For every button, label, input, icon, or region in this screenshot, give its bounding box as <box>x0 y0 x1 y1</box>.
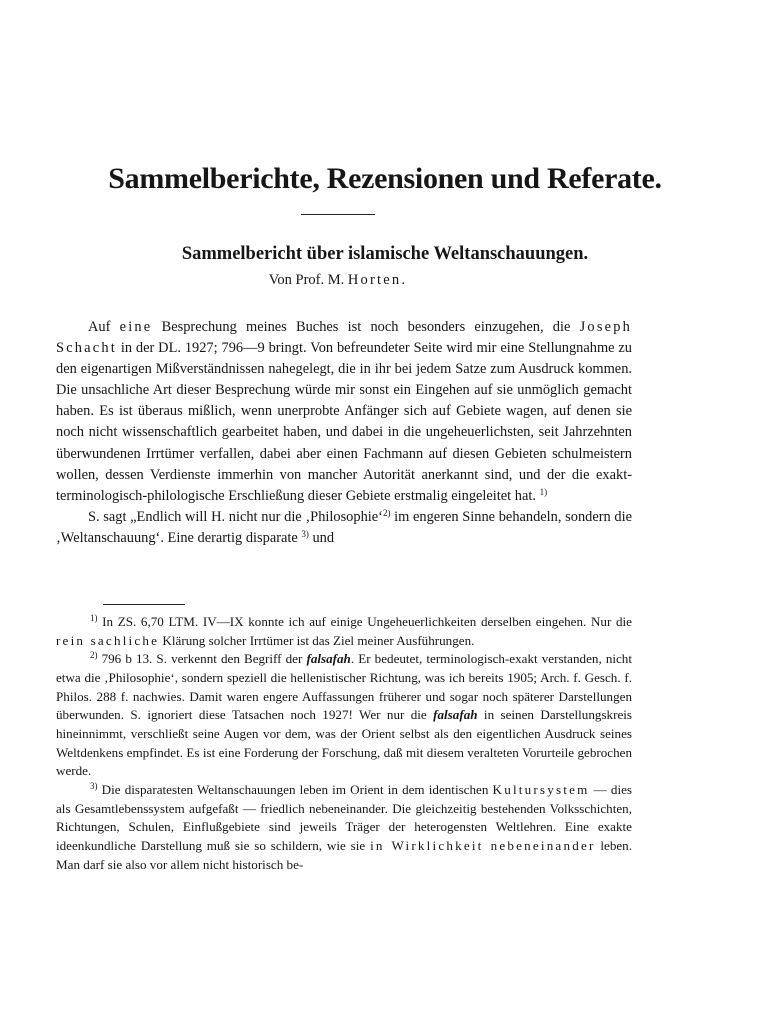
p2-text-b: im engeren Sinne behandeln, sondern die ‚Weltanschauung‘. Eine derartig disparate <box>56 508 633 546</box>
paragraph-1 <box>56 317 632 507</box>
fn2-text-e: in seinen Darstellungskreis hineinnimmt, verschließt seine Augen vor dem, was der Orient selbst als den eigentlichen Ausdruck seines Weltdenkens empfindet. Es ist eine Forderung der Forschung, daß mit diesem veralteten Vorurteile gebrochen werde. <box>56 707 632 779</box>
footnote-ref-2: 2) <box>382 507 391 518</box>
footnote-1-mark: 1) <box>90 613 98 623</box>
p1-text-e: in der DL. 1927; 796—9 bringt. Von befreundeter Seite wird mir eine Stellungnahme zu den eigenartigen Mißverständnissen nahegelegt, die in ihr bei jedem Satze zum Ausdruck kommen. Die unsachliche Art dieser Besprechung würde mir sonst ein Eingehen auf sie unmöglich gemacht haben. Es ist überaus mißlich, wenn unerprobte Anfänger sich auf Gebiete wagen, auf denen sie noch nicht wissenschaftlich gearbeitet haben, und dabei in die ungeheuerlichsten, seit Jahrzehnten überwundenen Irrtümer verfallen, dabei aber einen Fachmann auf diesen Gebieten schulmeistern wollen, dessen Verdienste immerhin von mancher Autorität anerkannt sind, und der die exakt-terminologisch-philologische Erschließung dieser Gebiete erstmalig eingeleitet hat. <box>56 340 632 504</box>
p1-text-a: Auf <box>88 319 120 335</box>
footnote-1 <box>56 613 632 650</box>
title-divider <box>301 214 375 215</box>
fn3-spaced-kultursystem: Kultursystem <box>492 781 590 797</box>
fn1-text-c: Klärung solcher Irrtümer ist das Ziel meiner Ausführungen. <box>159 632 475 648</box>
p2-text-a: S. sagt „Endlich will H. nicht nur die ‚Philosophie‘ <box>88 508 383 525</box>
fn3-text-c: — dies als Gesamtlebenssystem aufgefaßt — friedlich nebeneinander. Die gleichzeitig bestehenden Volksschichten, Richtungen, Schulen, Einflußgebiete sind jeweils Träger der heterogensten Weltlehren. Eine exakte ideenkundliche Darstellung muß sie so schildern, wie sie <box>56 781 632 853</box>
footnote-ref-3: 3) <box>301 528 309 539</box>
fn2-term-falsafah: falsafah <box>306 651 351 667</box>
byline-author: Horten. <box>347 272 408 288</box>
fn1-text-a: In ZS. 6,70 LTM. IV—IX konnte ich auf einige Ungeheuerlichkeiten derselben eingehen. Nur die <box>97 614 632 629</box>
byline-prefix: Von Prof. M. <box>268 272 348 288</box>
paragraph-2 <box>56 507 632 549</box>
p1-spaced-author: Joseph Schacht <box>56 319 632 357</box>
page-title: Sammelberichte, Rezensionen und Referate. <box>108 162 662 195</box>
section-title: Sammelbericht über islamische Weltanschauungen. <box>181 244 589 264</box>
author-byline <box>0 270 676 290</box>
footnote-3 <box>56 781 632 874</box>
p1-spaced-eine: eine <box>119 319 153 335</box>
footnote-divider <box>103 604 185 605</box>
fn3-text-a: Die disparatesten Weltanschauungen leben im Orient in dem identischen <box>97 781 493 797</box>
p2-text-c: und <box>308 529 335 546</box>
fn3-text-e: leben. Man darf sie also vor allem nicht historisch be- <box>56 837 632 872</box>
fn2-text-a: 796 b 13. S. verkennt den Begriff der <box>97 651 307 667</box>
fn2-text-c: . Er bedeutet, terminologisch-exakt verstanden, nicht etwa die ‚Philosophie‘, sondern speziell die hellenistischer Richtung, was ich bereits 1905; Arch. f. Gesch. f. Philos. 288 f. nachwies. Damit waren engere Auffassungen früherer und sogar noch späterer Darstellungen überwunden. S. ignoriert diese Tatsachen noch 1927! Wer nur die <box>56 651 632 723</box>
footnote-3-mark: 3) <box>90 780 98 791</box>
fn2-term-falsafah-2: falsafah <box>433 707 478 723</box>
footnote-2-mark: 2) <box>90 650 98 661</box>
footnote-2 <box>56 650 632 781</box>
fn3-spaced-wirklichkeit: in Wirklichkeit nebeneinander <box>370 837 596 853</box>
footnote-ref-1: 1) <box>539 486 548 497</box>
footnotes <box>56 613 632 874</box>
main-body <box>56 317 632 549</box>
p1-text-c: Besprechung meines Buches ist noch besonders einzugehen, die <box>152 319 580 335</box>
fn1-spaced: rein sachliche <box>56 632 160 648</box>
